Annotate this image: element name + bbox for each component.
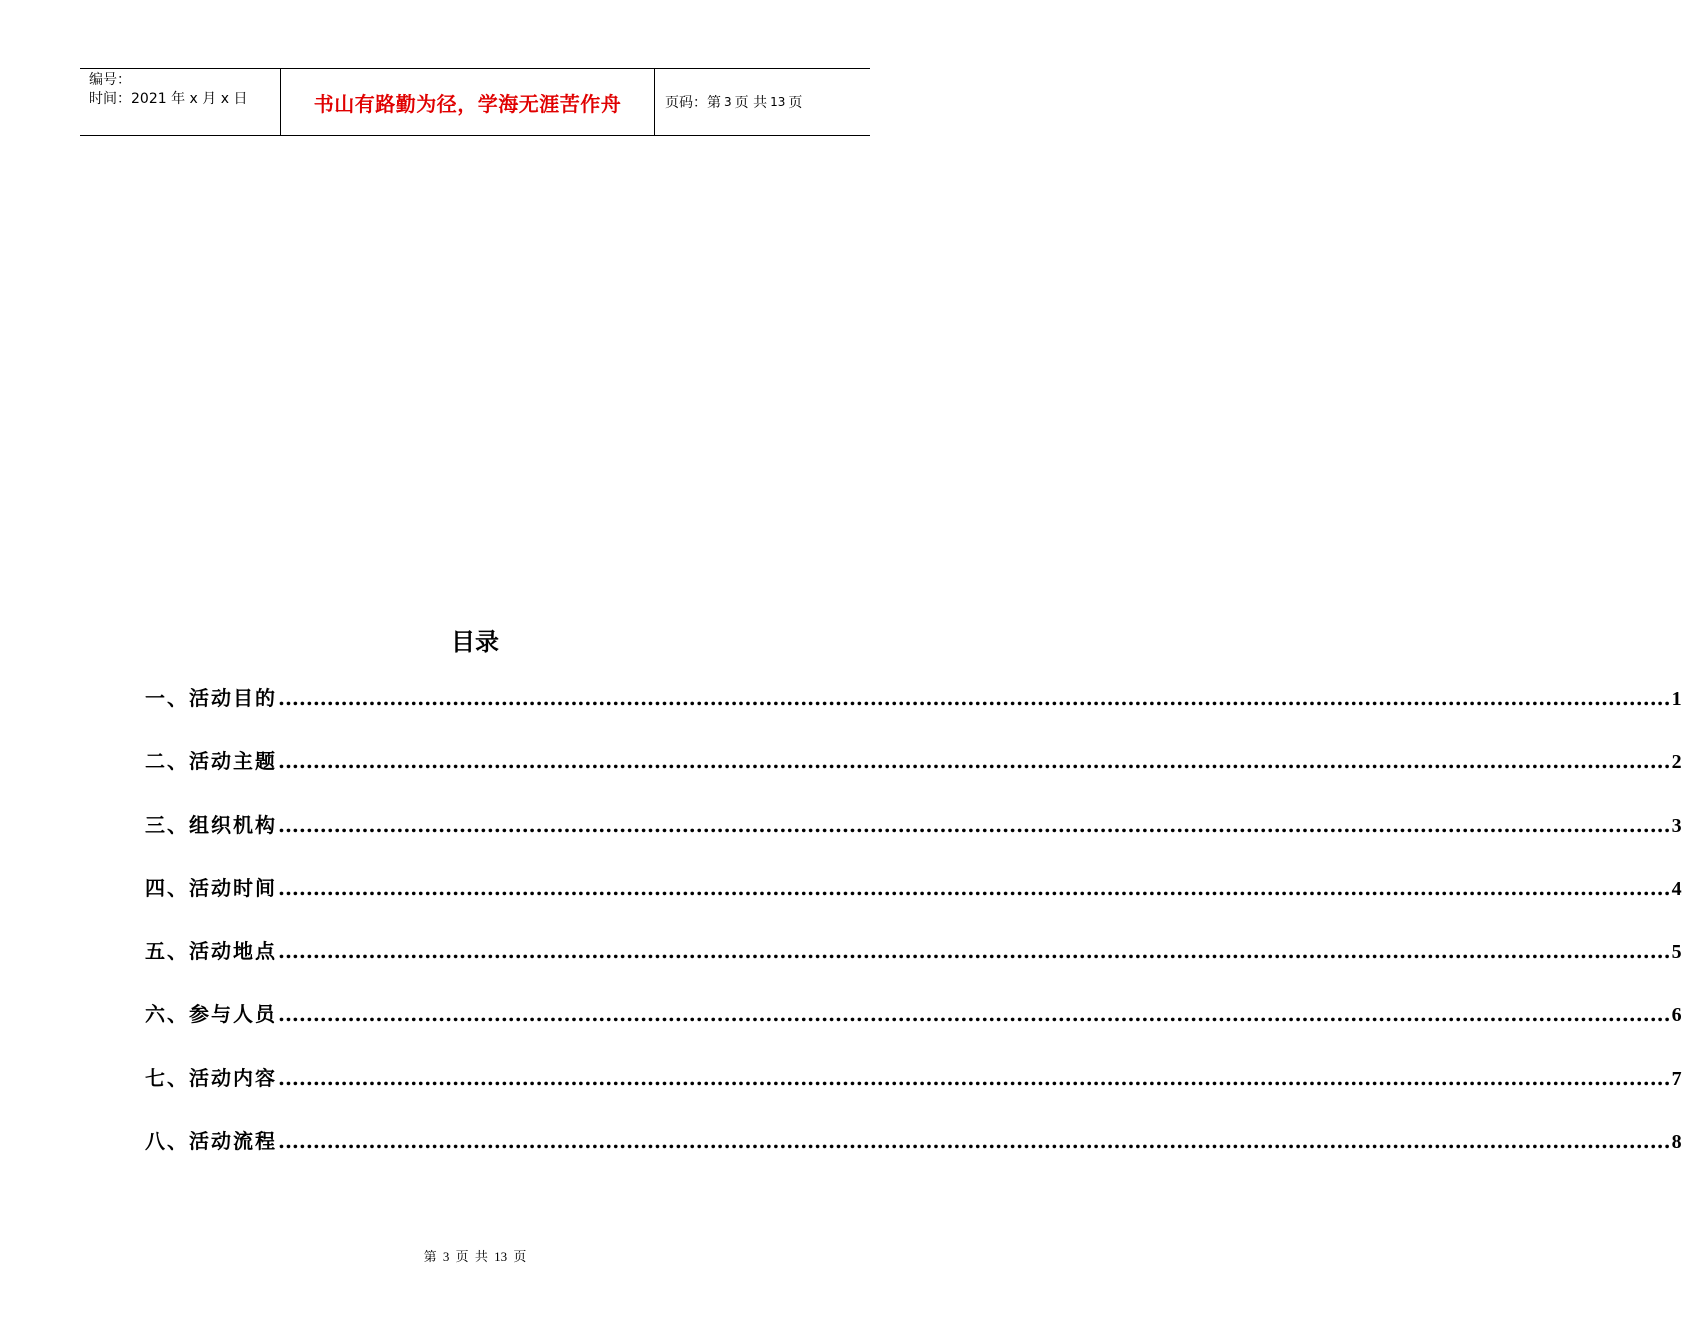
toc-dot-leader: ........................................................................................................................................................................................................ xyxy=(278,749,1671,774)
toc-dot-leader: ........................................................................................................................................................................................................ xyxy=(278,686,1671,710)
toc-entry-label: 三、组织机构 xyxy=(145,812,277,837)
toc-entry[interactable] xyxy=(145,809,1682,872)
toc-dot-leader: ........................................................................................................................................................................................................ xyxy=(278,875,1671,900)
header-motto xyxy=(281,69,655,135)
header-meta xyxy=(80,69,281,135)
toc-entry[interactable] xyxy=(145,1125,1682,1188)
toc-entry-label: 六、参与人员 xyxy=(145,1002,277,1027)
toc-entry[interactable] xyxy=(145,872,1682,935)
toc-entry-page: 5 xyxy=(1671,941,1682,964)
page-label-mid: 页 共 xyxy=(734,95,768,111)
toc-entry-label: 八、活动流程 xyxy=(145,1129,277,1154)
document-number-label: 编号： xyxy=(89,72,131,88)
table-of-contents xyxy=(145,682,1682,1188)
page-label-suffix: 页 xyxy=(788,95,803,111)
toc-entry-page: 2 xyxy=(1671,751,1682,774)
toc-dot-leader: ........................................................................................................................................................................................................ xyxy=(278,812,1671,837)
toc-entry-label: 二、活动主题 xyxy=(145,749,277,774)
toc-entry-page: 4 xyxy=(1671,877,1682,900)
toc-entry-label: 一、活动目的 xyxy=(145,686,277,710)
header-page-info xyxy=(655,69,870,135)
toc-dot-leader: ........................................................................................................................................................................................................ xyxy=(278,1129,1671,1154)
toc-title: 目录 xyxy=(451,628,499,656)
toc-entry-page: 8 xyxy=(1671,1131,1682,1154)
toc-entry-label: 七、活动内容 xyxy=(145,1065,277,1090)
toc-dot-leader: ........................................................................................................................................................................................................ xyxy=(278,1002,1671,1027)
toc-entry[interactable] xyxy=(145,745,1682,808)
page-footer: 第 3 页 共 13 页 xyxy=(423,1249,527,1264)
page-current: 3 xyxy=(724,95,732,109)
toc-entry-page: 7 xyxy=(1671,1067,1682,1090)
toc-entry-page: 3 xyxy=(1671,814,1682,837)
page-total: 13 xyxy=(770,95,786,109)
toc-entry[interactable] xyxy=(145,682,1682,745)
toc-entry[interactable] xyxy=(145,1062,1682,1125)
page-header xyxy=(80,68,870,136)
toc-entry-page: 1 xyxy=(1671,688,1682,710)
toc-entry-label: 四、活动时间 xyxy=(145,875,277,900)
toc-entry-page: 6 xyxy=(1671,1004,1682,1027)
toc-dot-leader: ........................................................................................................................................................................................................ xyxy=(278,1065,1671,1090)
page-label-prefix: 页码：第 xyxy=(665,95,721,111)
motto-text: 书山有路勤为径，学海无涯苦作舟 xyxy=(313,91,622,116)
document-time-label: 时间：2021 年 x 月 x 日 xyxy=(89,91,248,107)
toc-entry-label: 五、活动地点 xyxy=(145,939,277,964)
toc-entry[interactable] xyxy=(145,998,1682,1061)
toc-dot-leader: ........................................................................................................................................................................................................ xyxy=(278,939,1671,964)
toc-entry[interactable] xyxy=(145,935,1682,998)
